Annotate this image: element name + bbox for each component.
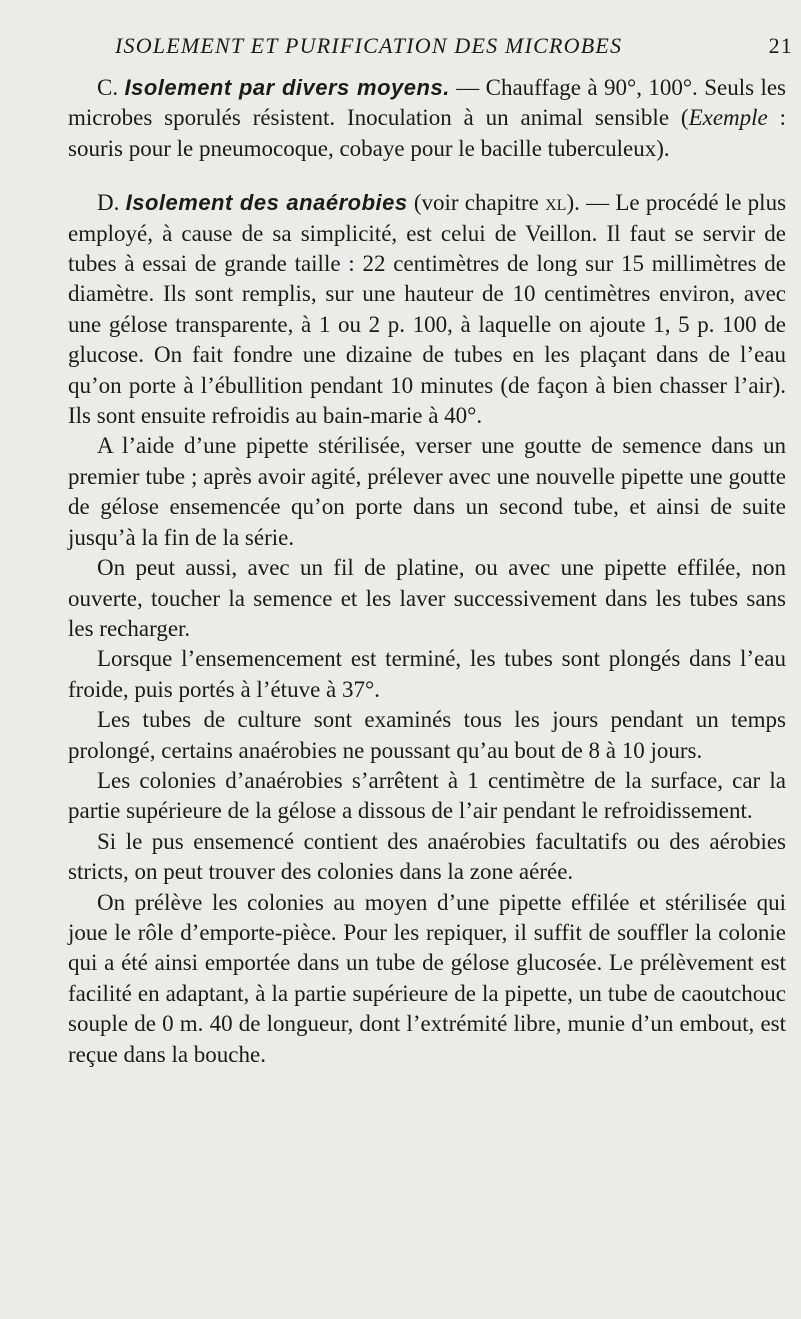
section-c-text-2: : souris pour le pneumocoque, cobaye pour le bacille tuberculeux). — [68, 105, 787, 161]
paragraph: Lorsque l’ensemencement est terminé, les tubes sont plongés dans l’eau froide, puis portés à l’étuve à 37°. — [68, 646, 786, 702]
section-c-text-1: — Chauffage à 90°, 100°. Seuls les microbes sporulés résistent. Inoculation à un animal sensible ( — [68, 75, 786, 131]
section-d-text-1: (voir chapitre — [407, 190, 546, 216]
section-d-heading: Isolement des anaérobies — [125, 190, 408, 216]
section-c-example: Exemple — [688, 105, 768, 131]
paragraph: A l’aide d’une pipette stérilisée, verser une goutte de semence dans un premier tube ; après avoir agité, prélever avec une nouvelle pipette une goutte de gélose ensemencée qu’on porte dans un second tube, et ainsi de suite jusqu’à la fin de la série. — [68, 433, 786, 550]
page-number: 21 — [768, 33, 793, 58]
section-c-label: C. — [97, 75, 119, 100]
section-d-label: D. — [97, 190, 120, 216]
section-c-heading: Isolement par divers moyens. — [124, 75, 450, 100]
paragraph: On prélève les colonies au moyen d’une pipette effilée et stérilisée qui joue le rôle d’emporte-pièce. Pour les repiquer, il suffit de souffler la colonie qui a été ainsi emportée dans un tube de gélose glucosée. Le prélèvement est facilité en adaptant, à la partie supérieure de la pipette, un tube de caoutchouc souple de 0 m. 40 de longueur, dont l’extrémité libre, munie d’un embout, est reçue dans la bouche. — [68, 889, 786, 1067]
paragraph-section-d — [68, 188, 786, 431]
running-head-title: ISOLEMENT ET PURIFICATION DES MICROBES — [115, 33, 623, 58]
running-head — [115, 33, 793, 63]
section-d-text-2: ). — Le procédé le plus employé, à cause de sa simplicité, est celui de Veillon. Il faut se servir de tubes à essai de grande taille : 22 centimètres de long sur 15 millimètres de diamètre. Ils sont remplis, sur une hauteur de 10 centimètres environ, avec une gélose transparente, à 1 ou 2 p. 100, à laquelle on ajoute 1, 5 p. 100 de glucose. On fait fondre une dizaine de tubes en les plaçant dans de l’eau qu’on porte à l’ébullition pendant 10 minutes (de façon à bien chasser l’air). Ils sont ensuite refroidis au bain-marie à 40°. — [68, 190, 787, 429]
paragraph: Les tubes de culture sont examinés tous les jours pendant un temps prolongé, certains anaérobies ne poussant qu’au bout de 8 à 10 jours. — [68, 707, 786, 763]
body-text — [68, 73, 786, 1070]
chapter-reference: xl — [545, 190, 567, 216]
paragraph: On peut aussi, avec un fil de platine, ou avec une pipette effilée, non ouverte, toucher la semence et les laver successivement dans les tubes sans les recharger. — [68, 555, 786, 641]
paragraph: Si le pus ensemencé contient des anaérobies facultatifs ou des aérobies stricts, on peut trouver des colonies dans la zone aérée. — [68, 828, 786, 885]
paragraph-section-c — [68, 73, 786, 164]
paragraph: Les colonies d’anaérobies s’arrêtent à 1 centimètre de la surface, car la partie supérieure de la gélose a dissous de l’air pendant le refroidissement. — [68, 767, 786, 824]
